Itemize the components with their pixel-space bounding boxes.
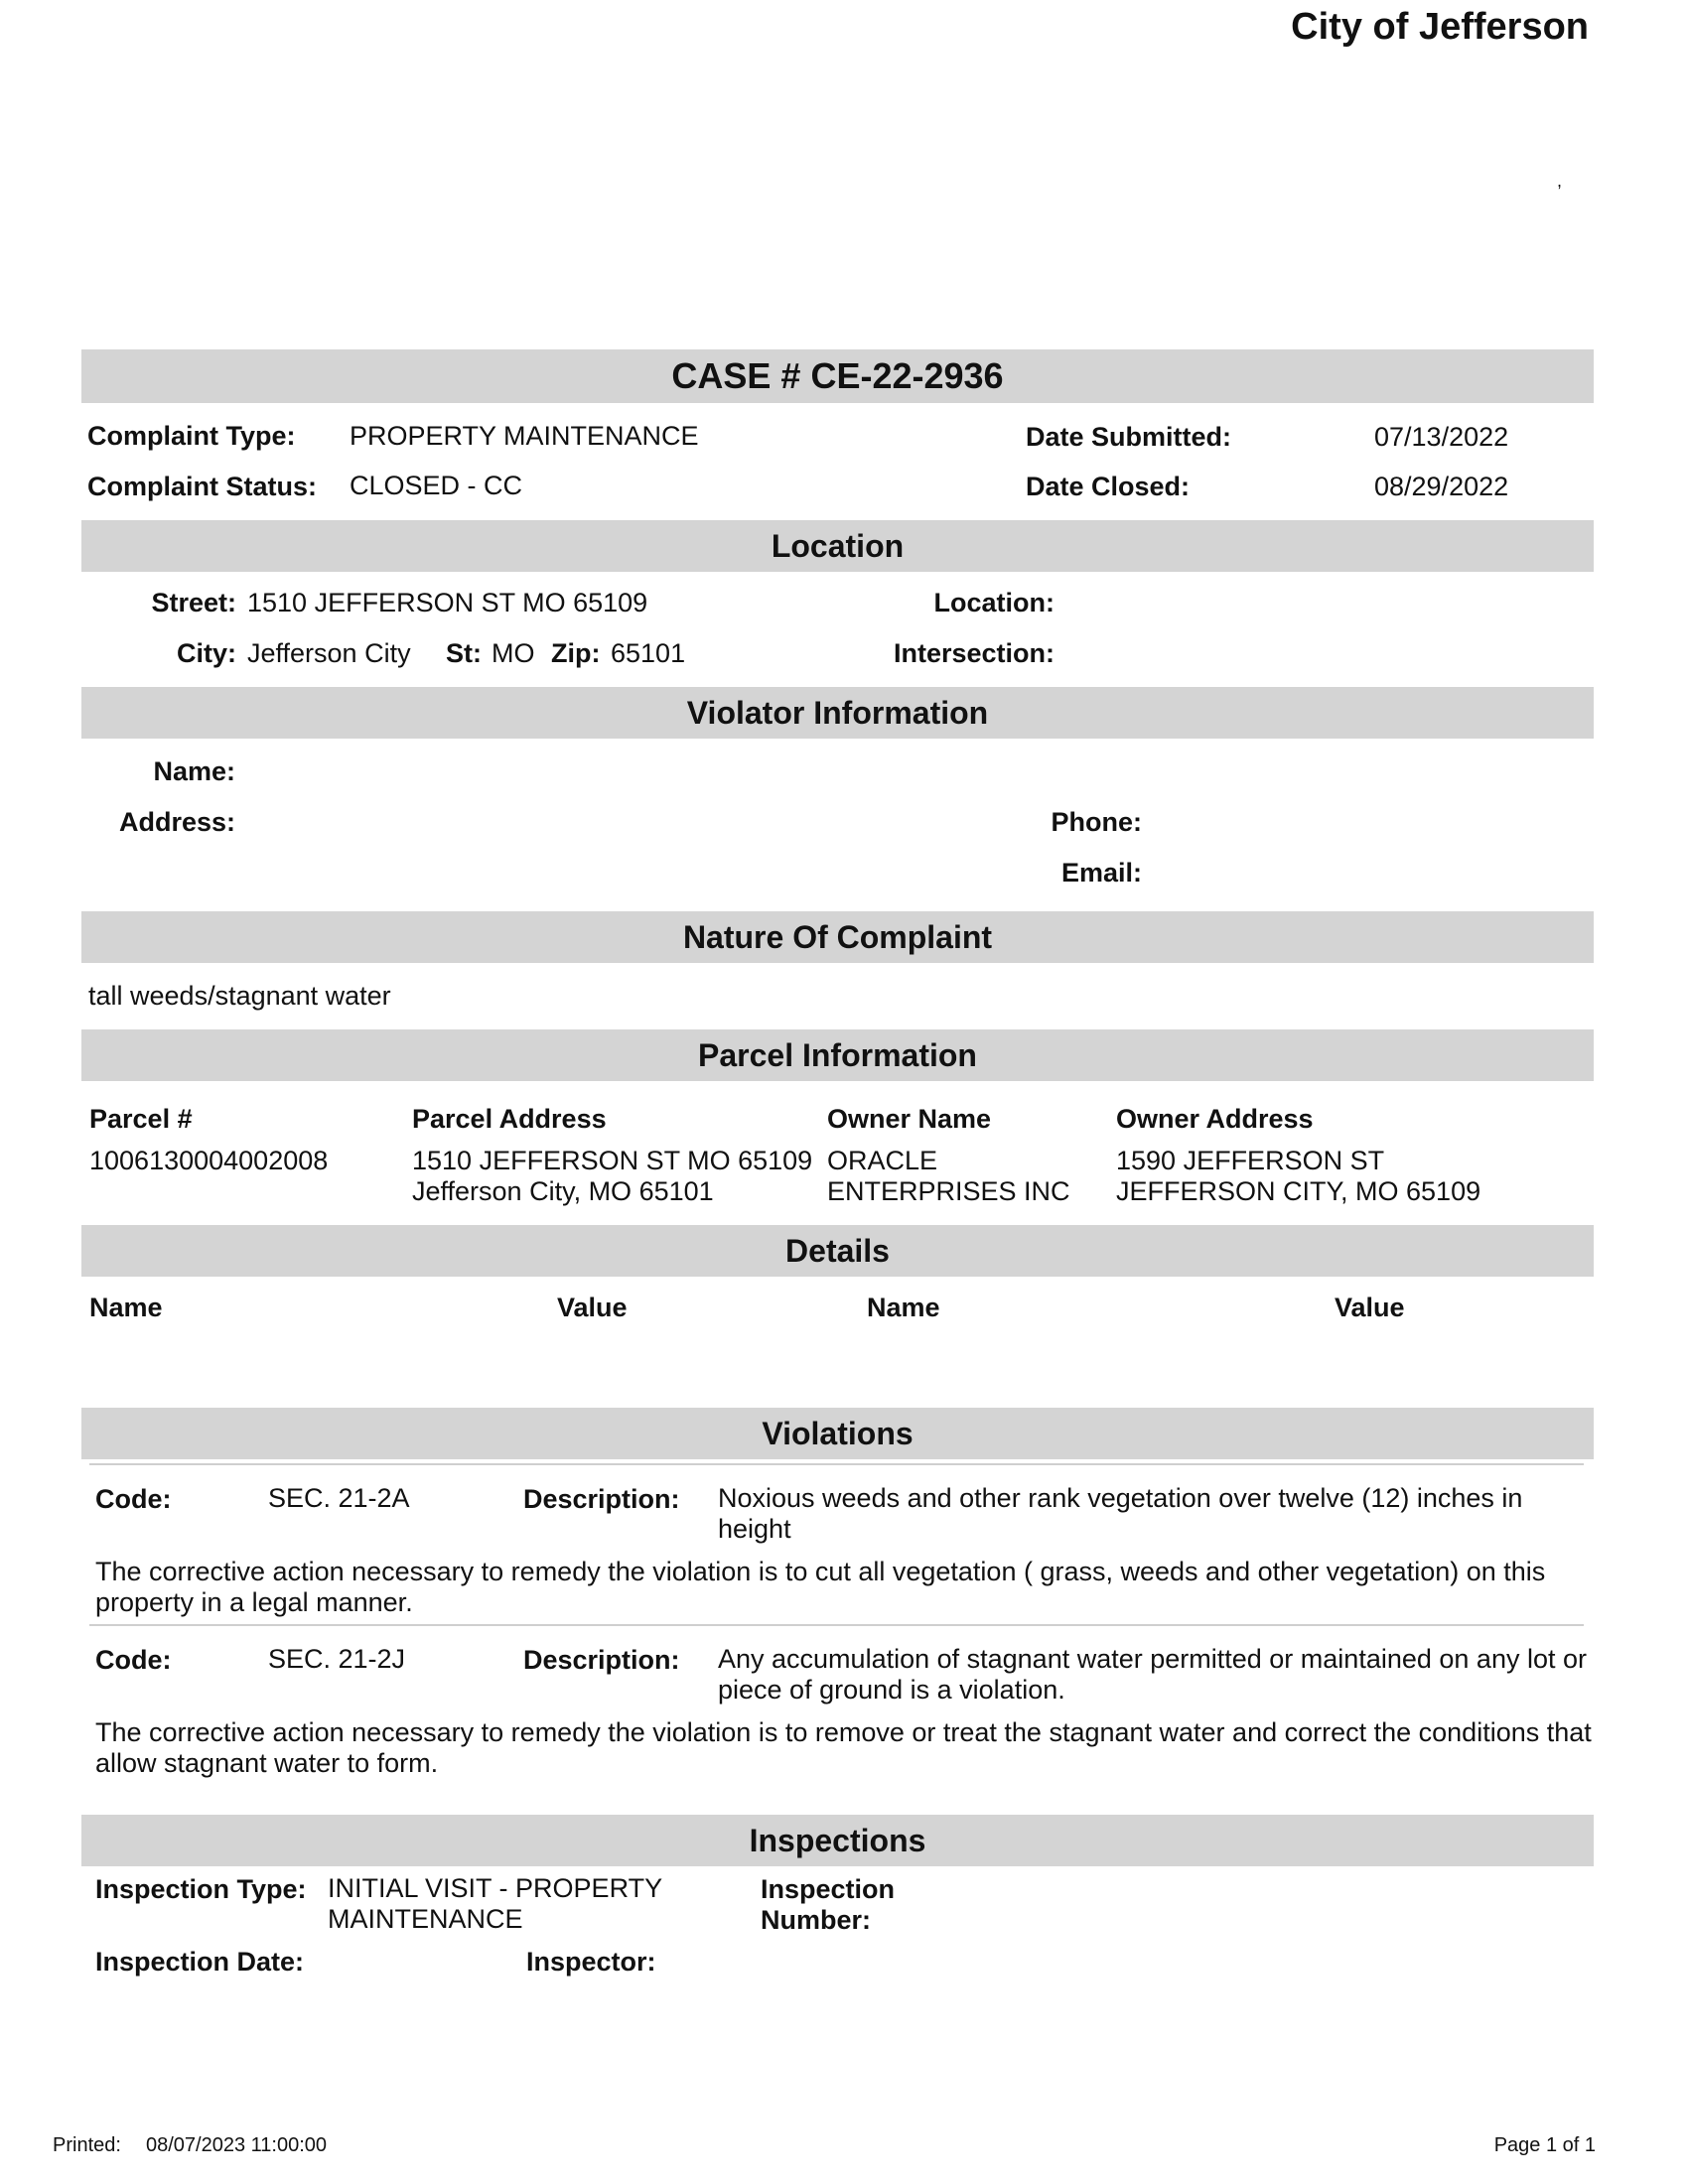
violations-divider bbox=[89, 1624, 1584, 1626]
violation-1-code: SEC. 21-2A bbox=[268, 1483, 410, 1513]
zip-value: 65101 bbox=[611, 638, 686, 668]
violation-2-code-label: Code: bbox=[95, 1645, 172, 1675]
violator-email-label: Email: bbox=[1060, 858, 1142, 887]
location-heading: Location bbox=[81, 520, 1594, 572]
parcel-address: 1510 JEFFERSON ST MO 65109 Jefferson City, MO 65101 bbox=[412, 1146, 813, 1206]
violation-1-description-label: Description: bbox=[523, 1484, 680, 1514]
inspection-type-value: INITIAL VISIT - PROPERTY MAINTENANCE bbox=[328, 1873, 662, 1934]
violator-heading: Violator Information bbox=[81, 687, 1594, 739]
city-label: City: bbox=[177, 638, 236, 668]
stray-mark: , bbox=[1557, 171, 1563, 191]
street-value: 1510 JEFFERSON ST MO 65109 bbox=[247, 588, 648, 617]
nature-text: tall weeds/stagnant water bbox=[88, 981, 391, 1011]
owner-name: ORACLE ENTERPRISES INC bbox=[827, 1146, 1070, 1206]
violation-1-code-label: Code: bbox=[95, 1484, 172, 1514]
violator-phone-label: Phone: bbox=[1051, 807, 1142, 837]
owner-address: 1590 JEFFERSON ST JEFFERSON CITY, MO 65109 bbox=[1116, 1146, 1481, 1206]
details-header-value-1: Value bbox=[557, 1293, 628, 1322]
complaint-type-label: Complaint Type: bbox=[87, 421, 296, 451]
violations-heading: Violations bbox=[81, 1408, 1594, 1459]
inspector-label: Inspector: bbox=[526, 1947, 656, 1977]
parcel-heading: Parcel Information bbox=[81, 1029, 1594, 1081]
parcel-header-owner-address: Owner Address bbox=[1116, 1104, 1314, 1134]
inspection-number-label: Inspection Number: bbox=[761, 1874, 896, 1935]
inspections-heading: Inspections bbox=[81, 1815, 1594, 1866]
complaint-type-value: PROPERTY MAINTENANCE bbox=[350, 421, 699, 451]
case-title: CASE # CE-22-2936 bbox=[81, 349, 1594, 403]
printed-value: 08/07/2023 11:00:00 bbox=[146, 2134, 328, 2156]
parcel-header-owner-name: Owner Name bbox=[827, 1104, 992, 1134]
details-header-value-2: Value bbox=[1335, 1293, 1405, 1322]
st-value: MO bbox=[492, 638, 535, 668]
details-heading: Details bbox=[81, 1225, 1594, 1277]
page-number: Page 1 of 1 bbox=[1493, 2134, 1596, 2156]
violation-2-code: SEC. 21-2J bbox=[268, 1644, 406, 1674]
violation-2-description: Any accumulation of stagnant water permitted or maintained on any lot or piece of ground is a violation. bbox=[718, 1644, 1587, 1705]
parcel-header-number: Parcel # bbox=[89, 1104, 193, 1134]
violations-rule-top bbox=[89, 1463, 1584, 1465]
details-header-name-1: Name bbox=[89, 1293, 163, 1322]
org-title: City of Jefferson bbox=[1291, 6, 1589, 48]
violator-address-label: Address: bbox=[118, 807, 235, 837]
details-header-name-2: Name bbox=[867, 1293, 940, 1322]
nature-heading: Nature Of Complaint bbox=[81, 911, 1594, 963]
city-value: Jefferson City bbox=[247, 638, 411, 668]
violation-2-action: The corrective action necessary to remedy the violation is to remove or treat the stagnant water and correct the conditions that allow stagnant water to form. bbox=[95, 1717, 1592, 1778]
violator-name-label: Name: bbox=[153, 756, 235, 786]
intersection-label: Intersection: bbox=[893, 638, 1055, 668]
parcel-header-address: Parcel Address bbox=[412, 1104, 607, 1134]
zip-label: Zip: bbox=[551, 638, 601, 668]
complaint-status-value: CLOSED - CC bbox=[350, 471, 523, 500]
date-closed-label: Date Closed: bbox=[1026, 472, 1191, 501]
inspection-date-label: Inspection Date: bbox=[95, 1947, 305, 1977]
date-submitted-label: Date Submitted: bbox=[1026, 422, 1232, 452]
parcel-number: 1006130004002008 bbox=[89, 1146, 329, 1175]
violation-1-action: The corrective action necessary to remedy the violation is to cut all vegetation ( grass, weeds and other vegetation) on this property in a legal manner. bbox=[95, 1557, 1546, 1617]
location-label: Location: bbox=[933, 588, 1055, 617]
st-label: St: bbox=[446, 638, 482, 668]
violation-2-description-label: Description: bbox=[523, 1645, 680, 1675]
inspection-type-label: Inspection Type: bbox=[95, 1874, 307, 1904]
date-closed-value: 08/29/2022 bbox=[1374, 472, 1509, 501]
complaint-status-label: Complaint Status: bbox=[87, 472, 318, 501]
violation-1-description: Noxious weeds and other rank vegetation over twelve (12) inches in height bbox=[718, 1483, 1523, 1544]
date-submitted-value: 07/13/2022 bbox=[1374, 422, 1509, 452]
street-label: Street: bbox=[151, 588, 236, 617]
printed-label: Printed: bbox=[53, 2134, 121, 2156]
